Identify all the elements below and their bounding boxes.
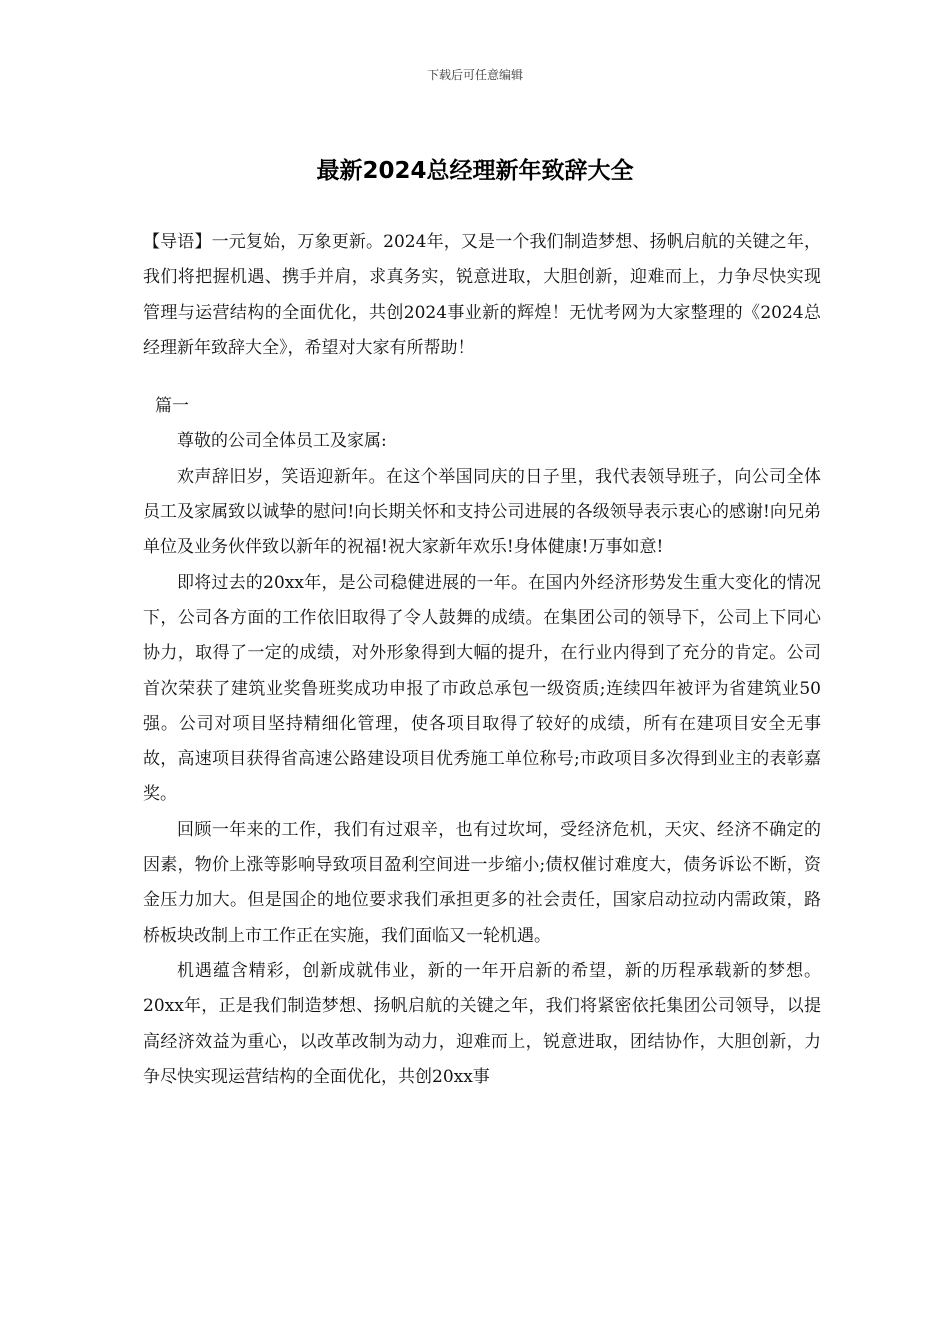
document-title: 最新2024总经理新年致辞大全 [316, 158, 634, 184]
body-paragraph-4: 机遇蕴含精彩，创新成就伟业，新的一年开启新的希望，新的历程承载新的梦想。20xx年，正是我们制造梦想、扬帆启航的关键之年，我们将紧密依托集团公司领导，以提高经济效益为重心，以改革改制为动力，迎难而上，锐意进取，团结协作，大胆创新，力争尽快实现运营结构的全面优化，共创20xx事 [143, 960, 821, 1087]
intro-paragraph: 【导语】一元复始，万象更新。2024年，又是一个我们制造梦想、扬帆启航的关键之年，我们将把握机遇、携手并肩，求真务实，锐意进取，大胆创新，迎难而上，力争尽快实现管理与运营结构的全面优化，共创2024事业新的辉煌！无忧考网为大家整理的《2024总经理新年致辞大全》，希望对大家有所帮助！ [143, 232, 821, 358]
body-paragraph-3: 回顾一年来的工作，我们有过艰辛，也有过坎坷，受经济危机，天灾、经济不确定的因素，物价上涨等影响导致项目盈利空间进一步缩小;债权催讨难度大，债务诉讼不断，资金压力加大。但是国企的地位要求我们承担更多的社会责任，国家启动拉动内需政策，路桥板块改制上市工作正在实施，我们面临又一轮机遇。 [143, 819, 821, 946]
document-body [143, 225, 821, 1095]
header-note: 下载后可任意编辑 [426, 68, 523, 82]
salutation: 尊敬的公司全体员工及家属: [177, 431, 387, 452]
body-paragraph-2: 即将过去的20xx年，是公司稳健进展的一年。在国内外经济形势发生重大变化的情况下，公司各方面的工作依旧取得了令人鼓舞的成绩。在集团公司的领导下，公司上下同心协力，取得了一定的成绩，对外形象得到大幅的提升，在行业内得到了充分的肯定。公司首次荣获了建筑业奖鲁班奖成功申报了市政总承包一级资质;连续四年被评为省建筑业50强。公司对项目坚持精细化管理，使各项目取得了较好的成绩，所有在建项目安全无事故，高速项目获得省高速公路建设项目优秀施工单位称号;市政项目多次得到业主的表彰嘉奖。 [143, 572, 821, 805]
body-paragraph-1: 欢声辞旧岁，笑语迎新年。在这个举国同庆的日子里，我代表领导班子，向公司全体员工及家属致以诚挚的慰问!向长期关怀和支持公司进展的各级领导表示衷心的感谢!向兄弟单位及业务伙伴致以新年的祝福!祝大家新年欢乐!身体健康!万事如意! [143, 466, 821, 558]
section-label: 篇一 [155, 396, 189, 417]
